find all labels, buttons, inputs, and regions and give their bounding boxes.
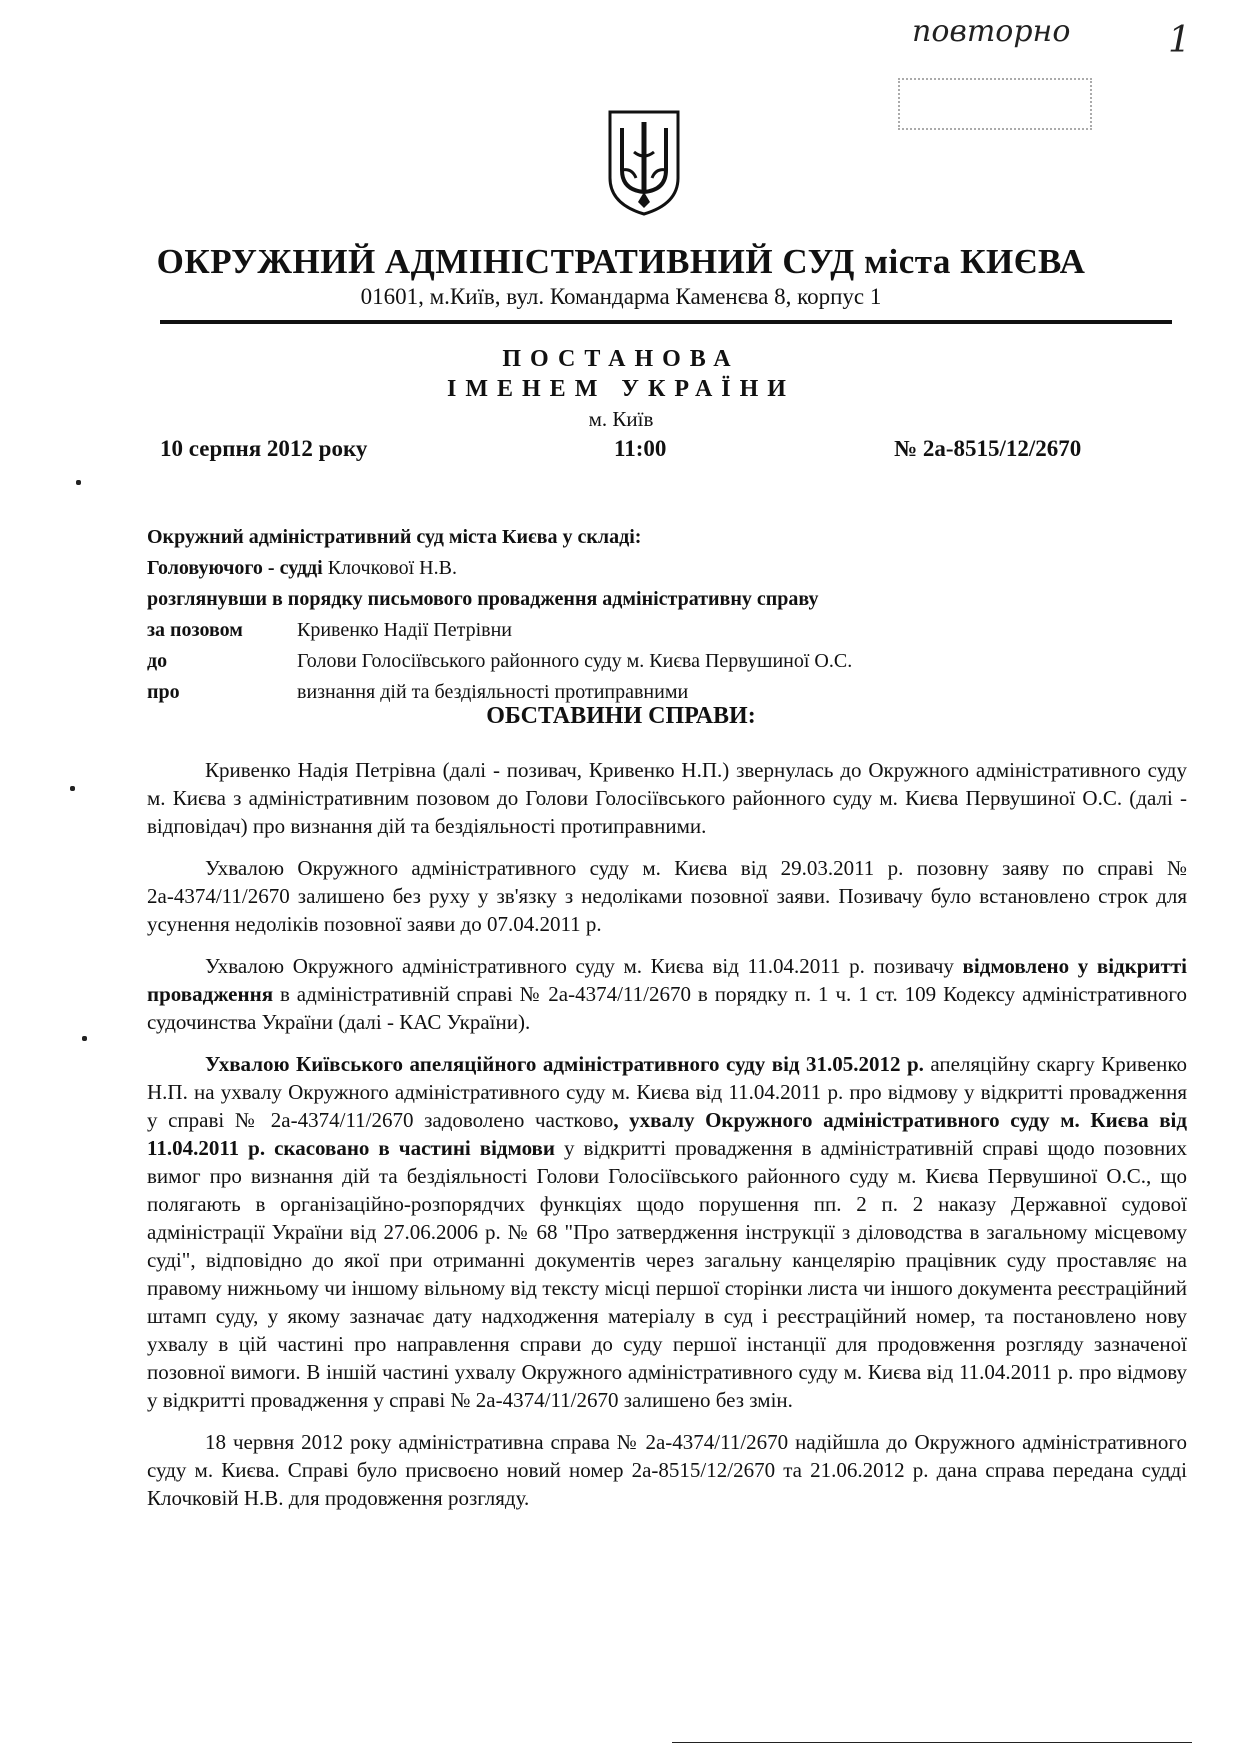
- paragraph-text: у відкритті провадження в адміністративній справі щодо позовних вимог про визнання дій та бездіяльності Голови Голосіївського районного суду м. Києва Первушиної О.С., що полягають в організаційно-розпорядчих функціях щодо порушення пп. 2 п. 2 наказу Державної судової адміністрації України від 27.06.2006 р. № 68 "Про затвердження інструкції з діловодства в загальному місцевому суді", відповідно до якої при отриманні документів через загальну канцелярію працівник суду проставляє на правому нижньому чи іншому вільному від тексту місці першої сторінки листа чи іншого документа реєстраційний штамп суду, у якому зазначає дату надходження матеріалу в суд і реєстраційний номер, та постановлено нову ухвалу в цій частині про направлення справи до суду першої інстанції для продовження розгляду зазначеної позовної вимоги. В іншій частині ухвалу Окружного адміністративного суду м. Києва від 11.04.2011 р. про відмову у відкритті провадження у справі № 2а-4374/11/2670 залишено без змін.: [147, 1136, 1187, 1412]
- document-subtitle: ІМЕНЕМ УКРАЇНИ: [447, 376, 795, 402]
- court-composition: [147, 522, 1187, 584]
- presiding-judge-line: [147, 553, 1187, 584]
- document-city: м. Київ: [588, 407, 654, 431]
- document-date: 10 серпня 2012 року: [160, 436, 368, 461]
- paragraph-text: апеляційну скаргу Кривенко Н.П. на ухвалу Окружного адміністративного суду м. Києва від 11.04.2011 р. про відмову у відкритті провадження у справі № 2а-4374/11/2670 задоволено частково: [147, 1052, 1187, 1132]
- party-row: [147, 615, 1147, 646]
- case-number: № 2а-8515/12/2670: [894, 436, 1082, 461]
- court-name: ОКРУЖНИЙ АДМІНІСТРАТИВНИЙ СУД міста КИЄВА: [156, 242, 1086, 281]
- procedure-line: розглянувши в порядку письмового провадження адміністративну справу: [147, 588, 819, 610]
- judge-label: Головуючого - судді: [147, 557, 323, 579]
- page-number: 1: [1168, 20, 1191, 61]
- scan-mark: [82, 1036, 87, 1041]
- court-address: 01601, м.Київ, вул. Командарма Каменєва 8, корпус 1: [360, 284, 882, 309]
- party-value: Голови Голосіївського районного суду м. Києва Первушиної О.С.: [297, 650, 853, 672]
- registration-stamp: [898, 78, 1092, 130]
- trident-coat-of-arms-icon: [606, 108, 682, 218]
- paragraph: [147, 1050, 1187, 1414]
- scan-mark: [70, 786, 75, 791]
- paragraph: 18 червня 2012 року адміністративна справа № 2а-4374/11/2670 надійшла до Окружного адміністративного суду м. Києва. Справі було присвоєно новий номер 2а-8515/12/2670 та 21.06.2012 р. дана справа передана судді Клочковій Н.В. для продовження розгляду.: [147, 1430, 1187, 1510]
- document-type: ПОСТАНОВА: [502, 346, 740, 372]
- parties-list: [147, 615, 1147, 708]
- procedure-block: [147, 584, 1187, 615]
- party-label: за позовом: [147, 619, 243, 641]
- paragraph-emphasis: , ухвалу Окружного адміністративного суду м. Києва від 11.04.2011 р. скасовано в частині відмови: [147, 1108, 1187, 1160]
- party-label: про: [147, 681, 180, 703]
- header-divider: [160, 320, 1172, 324]
- page-bottom-rule: [672, 1742, 1192, 1743]
- section-title: ОБСТАВИНИ СПРАВИ:: [486, 703, 756, 729]
- scan-mark: [76, 480, 81, 485]
- party-value: визнання дій та бездіяльності протиправними: [297, 681, 689, 703]
- paragraph-text: в адміністративній справі № 2а-4374/11/2670 в порядку п. 1 ч. 1 ст. 109 Кодексу адміністративного судочинства України (далі - КАС України).: [147, 982, 1187, 1034]
- party-value: Кривенко Надії Петрівни: [297, 619, 512, 641]
- paragraph: Кривенко Надія Петрівна (далі - позивач, Кривенко Н.П.) звернулась до Окружного адміністративного суду м. Києва з адміністративним позовом до Голови Голосіївського районного суду м. Києва Первушиної О.С. (далі - відповідач) про визнання дій та бездіяльності протиправними.: [147, 758, 1187, 838]
- document-time: 11:00: [614, 436, 667, 461]
- paragraph: Ухвалою Окружного адміністративного суду м. Києва від 29.03.2011 р. позовну заяву по справі № 2а-4374/11/2670 залишено без руху у зв'язку з недоліками позовної заяви. Позивачу було встановлено строк для усунення недоліків позовної заяви до 07.04.2011 р.: [147, 856, 1187, 936]
- case-circumstances: [147, 756, 1187, 1526]
- paragraph-emphasis: Ухвалою Київського апеляційного адміністративного суду від 31.05.2012 р.: [205, 1052, 924, 1076]
- judge-name: Клочкової Н.В.: [322, 557, 457, 579]
- handwritten-note: повторно: [912, 14, 1071, 49]
- paragraph-emphasis: відмовлено у відкритті провадження: [147, 954, 1187, 1006]
- court-composition-line: Окружний адміністративний суд міста Києва у складі:: [147, 526, 642, 548]
- paragraph: [147, 952, 1187, 1036]
- paragraph-text: Ухвалою Окружного адміністративного суду м. Києва від 11.04.2011 р. позивачу: [205, 954, 963, 978]
- party-label: до: [147, 650, 168, 672]
- party-row: [147, 646, 1147, 677]
